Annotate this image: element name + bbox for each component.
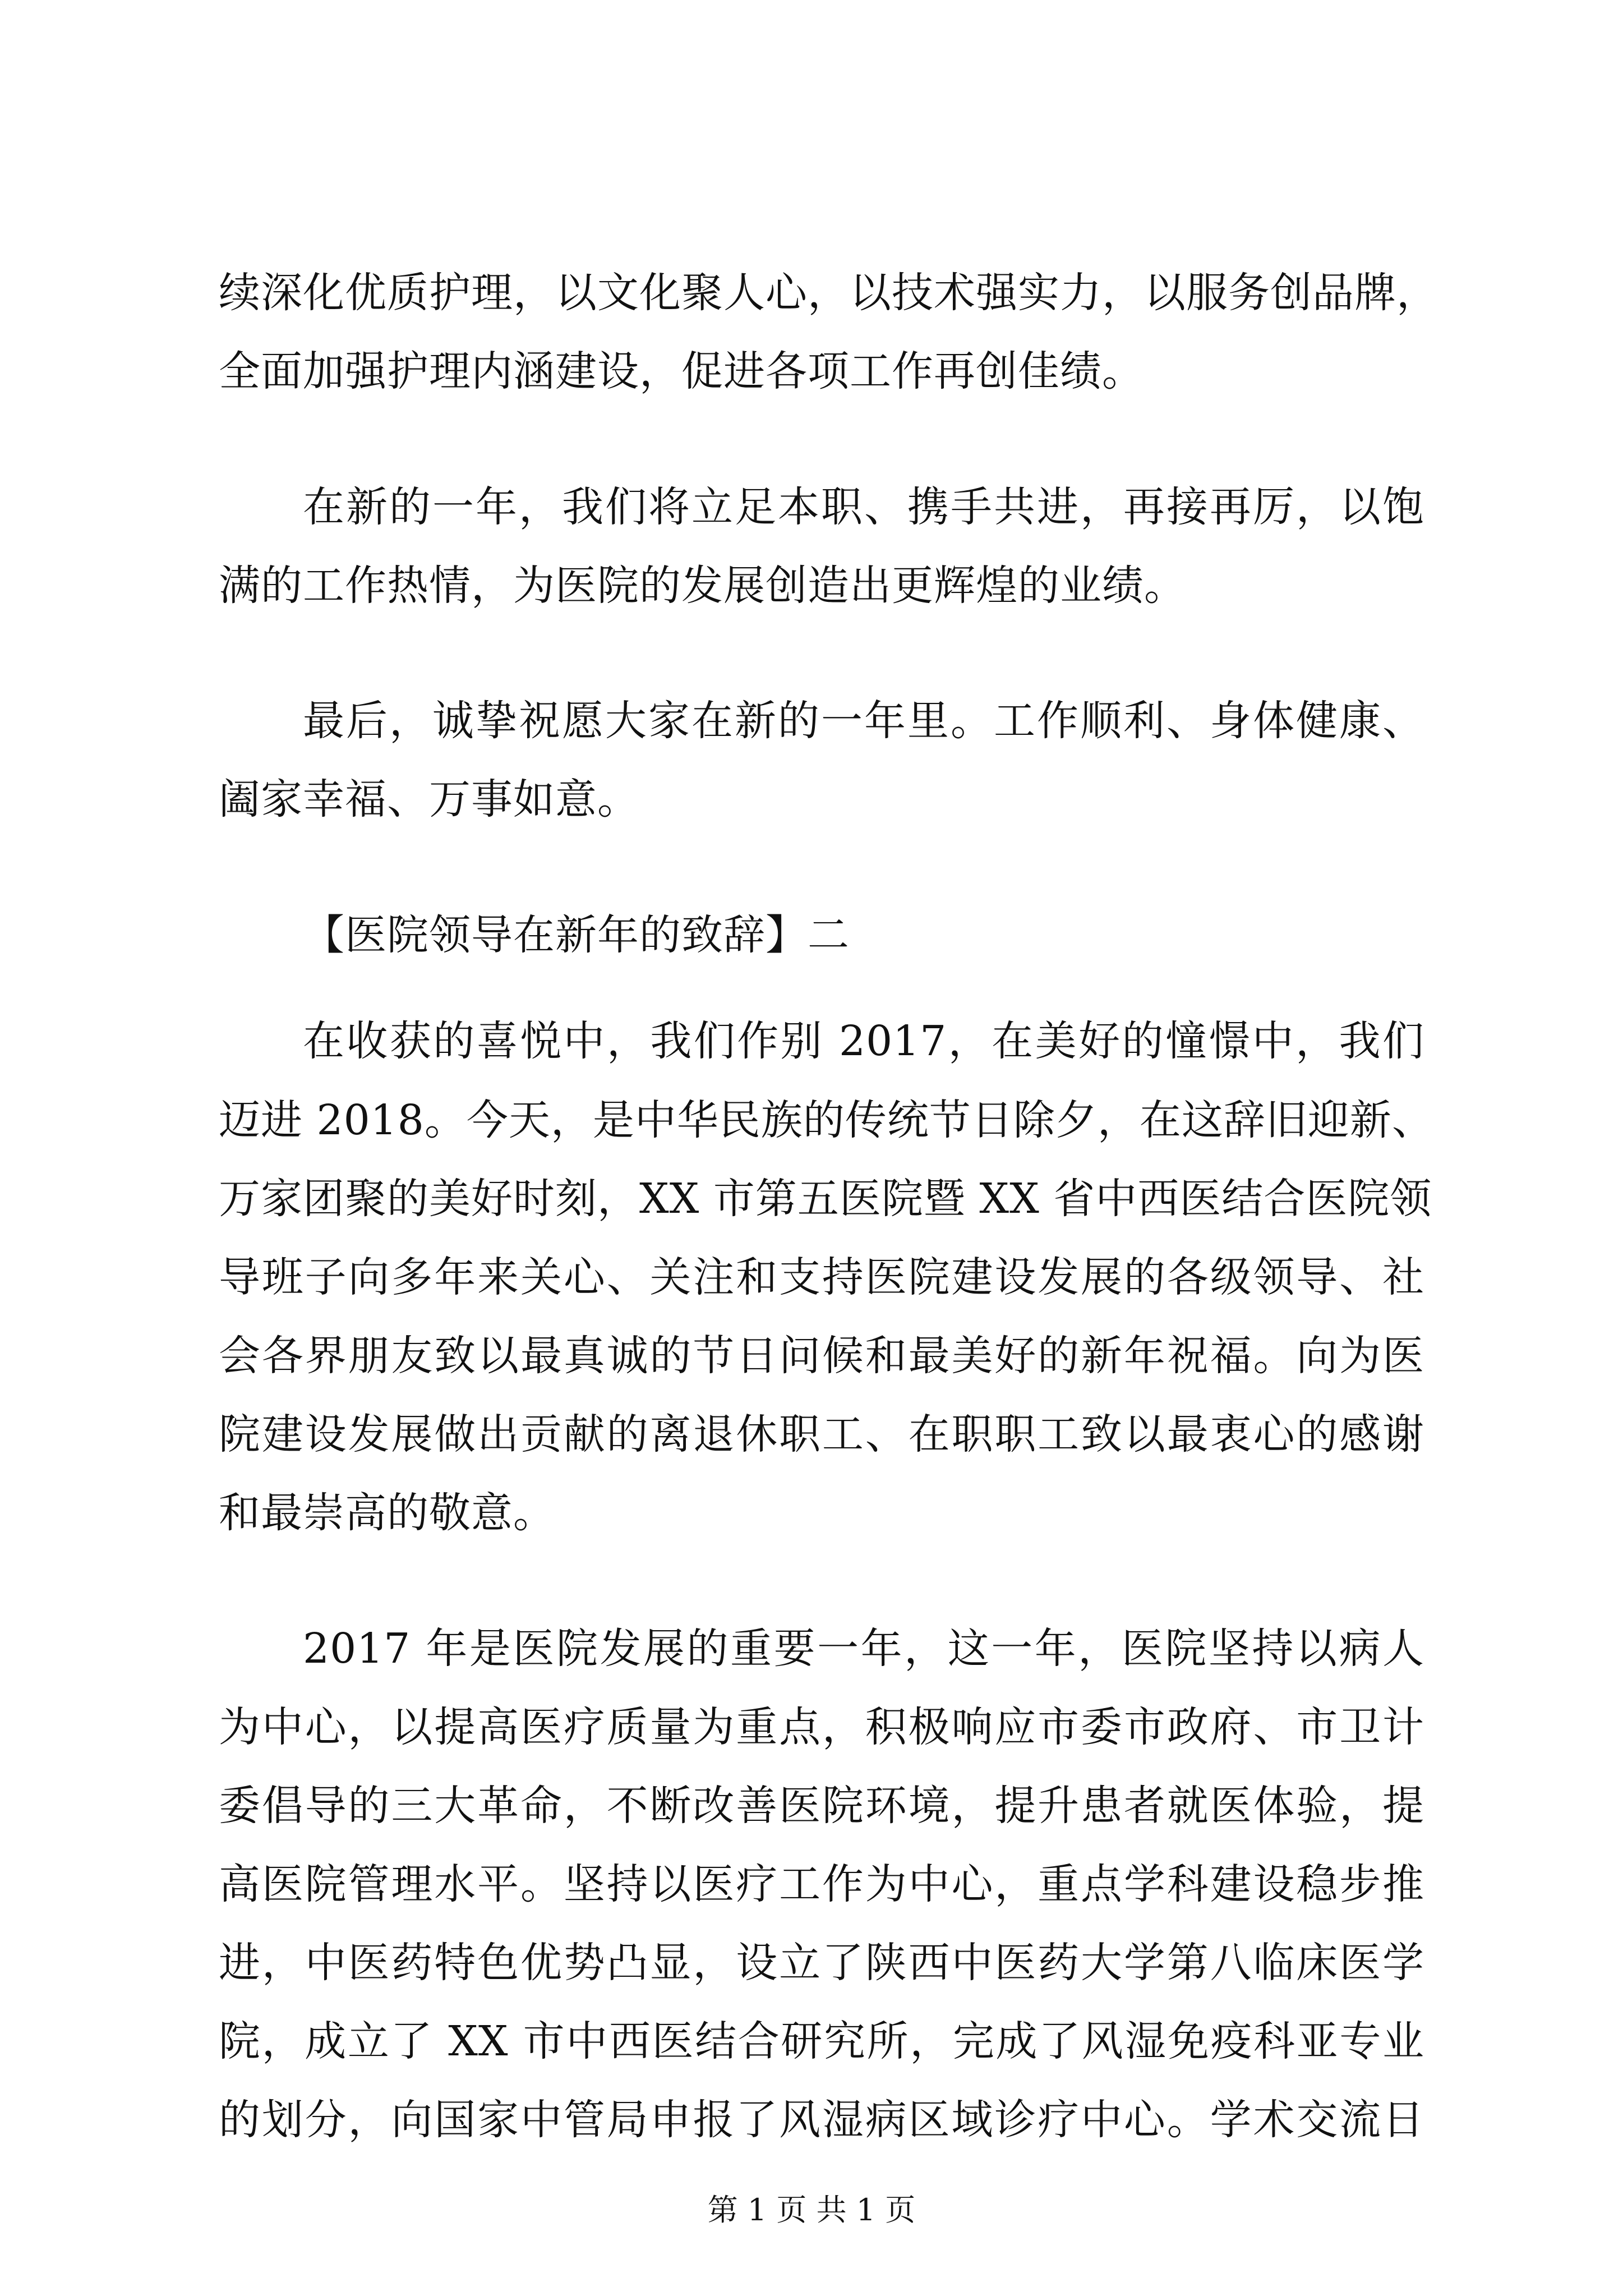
text-line: 2017 年是医院发展的重要一年，这一年，医院坚持以病人: [303, 1625, 1424, 1673]
text-line: 续深化优质护理，以文化聚人心，以技术强实力，以服务创品牌，: [219, 269, 1438, 317]
text-line: 委倡导的三大革命，不断改善医院环境，提升患者就医体验，提: [219, 1782, 1424, 1830]
text-line: 会各界朋友致以最真诚的节日问候和最美好的新年祝福。向为医: [219, 1332, 1424, 1380]
text-line: 阖家幸福、万事如意。: [219, 775, 639, 823]
text-line: 为中心，以提高医疗质量为重点，积极响应市委市政府、市卫计: [219, 1703, 1424, 1751]
text-line: 导班子向多年来关心、关注和支持医院建设发展的各级领导、社: [219, 1253, 1424, 1301]
page-number-footer: 第 1 页 共 1 页: [707, 2192, 916, 2228]
text-line: 全面加强护理内涵建设，促进各项工作再创佳绩。: [219, 347, 1144, 395]
text-line: 最后，诚挚祝愿大家在新的一年里。工作顺利、身体健康、: [303, 697, 1424, 745]
text-line: 院建设发展做出贡献的离退休职工、在职职工致以最衷心的感谢: [219, 1410, 1424, 1458]
text-line: 高医院管理水平。坚持以医疗工作为中心，重点学科建设稳步推: [219, 1860, 1424, 1908]
text-line: 进，中医药特色优势凸显，设立了陕西中医药大学第八临床医学: [219, 1939, 1424, 1987]
text-line: 在收获的喜悦中，我们作别 2017，在美好的憧憬中，我们: [303, 1017, 1424, 1065]
text-line: 和最崇高的敬意。: [219, 1489, 555, 1537]
text-line: 院，成立了 XX 市中西医结合研究所，完成了风湿免疫科亚专业: [219, 2017, 1424, 2065]
text-line: 迈进 2018。今天，是中华民族的传统节日除夕，在这辞旧迎新、: [219, 1096, 1434, 1144]
text-line: 在新的一年，我们将立足本职、携手共进，再接再厉，以饱: [303, 483, 1424, 531]
text-line: 万家团聚的美好时刻，XX 市第五医院暨 XX 省中西医结合医院领: [219, 1175, 1432, 1223]
text-line: 满的工作热情，为医院的发展创造出更辉煌的业绩。: [219, 562, 1186, 610]
section-heading: 【医院领导在新年的致辞】二: [303, 911, 850, 959]
text-line: 的划分，向国家中管局申报了风湿病区域诊疗中心。学术交流日: [219, 2096, 1424, 2144]
